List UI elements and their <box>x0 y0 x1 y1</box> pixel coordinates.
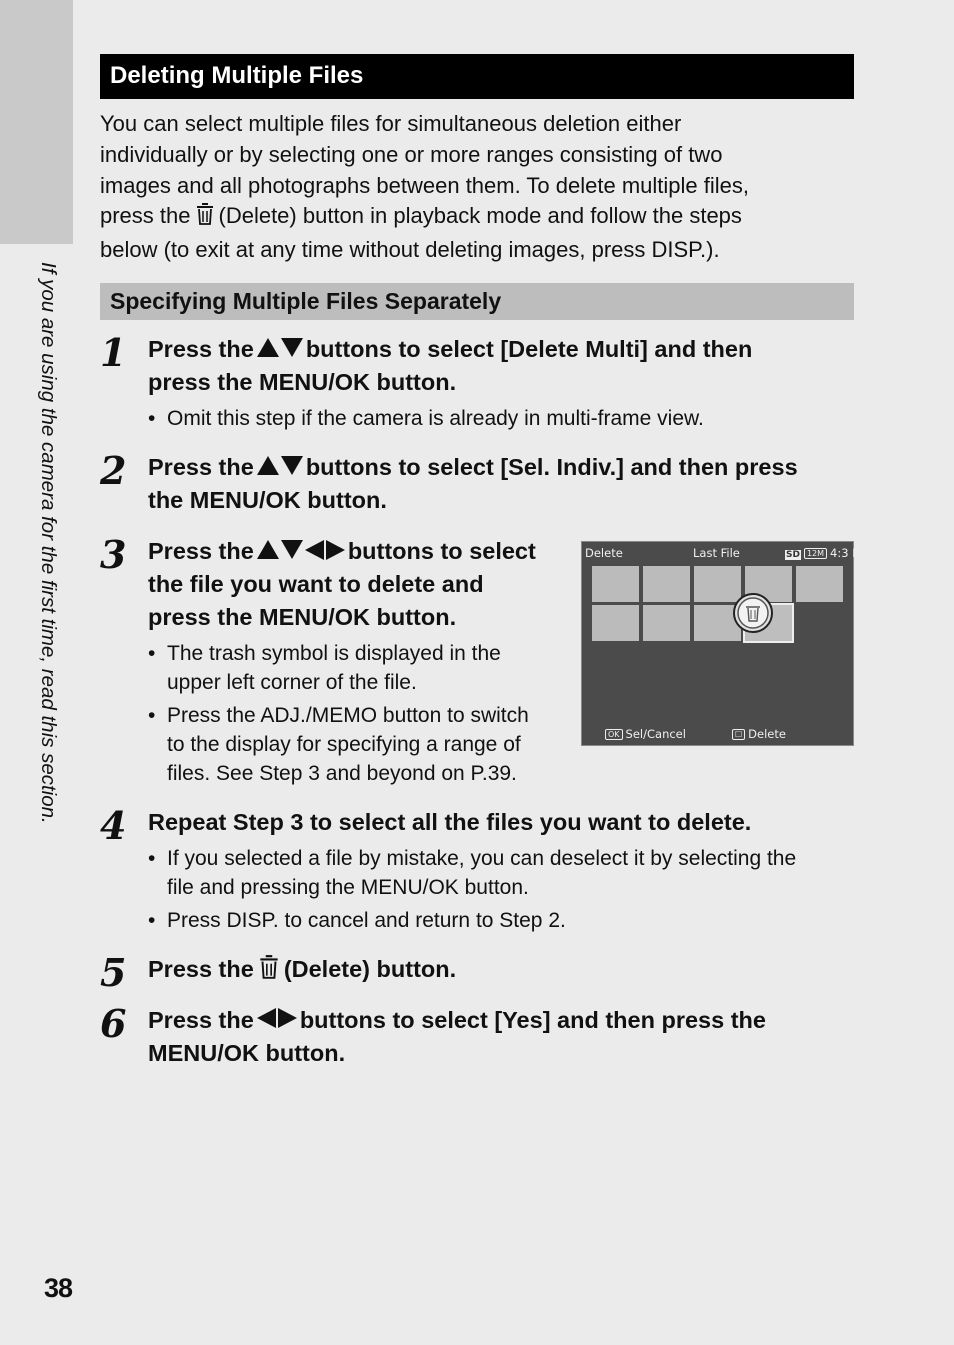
step-heading: Press the buttons to select [Delete Multi] and then press the MENU/OK button. <box>148 336 753 395</box>
list-item: • Press the ADJ./MEMO button to switch to the display for specifying a range of files. See Step 3 and beyond on P.39. <box>148 704 529 785</box>
subsection-title: Specifying Multiple Files Separately <box>110 288 502 314</box>
trash-icon <box>195 202 215 235</box>
step-number: 6 <box>100 1001 125 1046</box>
list-item: • Press DISP. to cancel and return to Step 2. <box>148 909 566 932</box>
intro-line: individually or by selecting one or more ranges consisting of two <box>100 141 723 167</box>
list-item: • The trash symbol is displayed in the upper left corner of the file. <box>148 642 501 694</box>
intro-line: images and all photographs between them. To delete multiple files, <box>100 172 749 198</box>
thumbnail <box>592 605 639 641</box>
up-down-arrows-icon <box>257 338 303 357</box>
step-heading: Press the (Delete) button. <box>148 953 456 989</box>
list-item: • If you selected a file by mistake, you can deselect it by selecting the file and pressing the MENU/OK button. <box>148 847 797 899</box>
step-heading: Press the buttons to select [Yes] and then press the MENU/OK button. <box>148 1007 766 1066</box>
step-number: 2 <box>100 448 125 493</box>
step-number: 5 <box>100 950 125 995</box>
side-tab <box>0 0 73 244</box>
step-heading: Press the buttons to select [Sel. Indiv.] and then press the MENU/OK button. <box>148 454 798 513</box>
section-header <box>100 54 854 99</box>
step-heading: Repeat Step 3 to select all the files you want to delete. <box>148 809 752 835</box>
left-right-arrows-icon <box>257 1008 297 1028</box>
page-number: 38 <box>44 1273 73 1303</box>
step-number: 3 <box>100 532 125 577</box>
sel-cancel-hint: OK Sel/Cancel <box>605 727 686 741</box>
thumbnail <box>643 605 690 641</box>
list-item: • Omit this step if the camera is already in multi-frame view. <box>148 407 704 430</box>
intro-line: You can select multiple files for simultaneous deletion either <box>100 111 682 136</box>
side-running-text: If you are using the camera for the first time, read this section. <box>37 262 60 824</box>
trash-icon <box>258 954 280 989</box>
thumbnail <box>592 566 639 602</box>
subsection-header <box>100 283 854 320</box>
intro-text: press the <box>100 203 191 229</box>
screen-status: SD 12M 4:3 F <box>786 546 859 560</box>
intro-line <box>100 201 860 235</box>
thumbnail <box>643 566 690 602</box>
step-number: 4 <box>100 803 125 848</box>
screen-title: Delete <box>585 546 623 560</box>
up-down-arrows-icon <box>257 456 303 475</box>
trash-marker-icon <box>732 592 774 634</box>
intro-line: below (to exit at any time without deleting images, press DISP.). <box>100 237 720 263</box>
four-way-arrows-icon <box>257 540 345 560</box>
step-number: 1 <box>100 330 125 375</box>
last-file-label: Last File <box>693 546 740 560</box>
delete-hint: ☐ Delete <box>732 727 786 741</box>
step-heading: Press the buttons to select the file you want to delete and press the MENU/OK button. <box>148 538 536 630</box>
intro-paragraph <box>100 109 860 266</box>
section-title: Deleting Multiple Files <box>110 62 364 89</box>
camera-screen <box>581 541 859 746</box>
intro-text: (Delete) button in playback mode and follow the steps <box>218 203 742 229</box>
thumbnail <box>796 566 843 602</box>
small-trash-icon: ☐ <box>732 729 745 740</box>
